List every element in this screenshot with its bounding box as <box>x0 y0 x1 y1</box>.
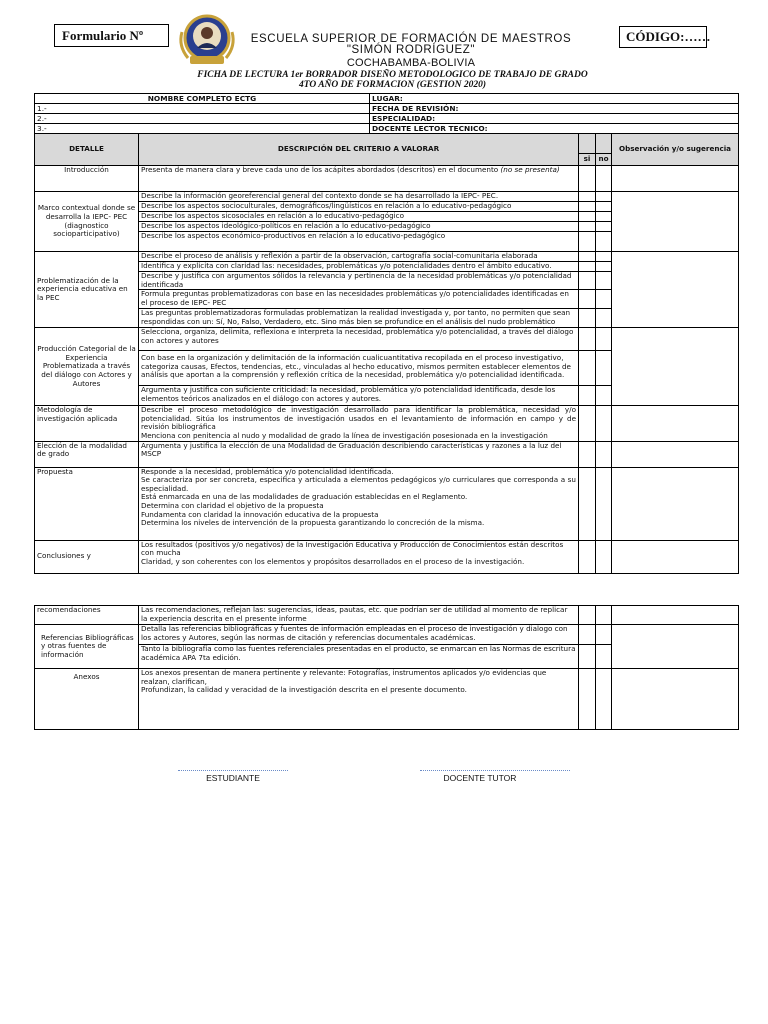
no-checkbox[interactable] <box>596 272 612 290</box>
yes-checkbox[interactable] <box>579 252 596 262</box>
no-checkbox[interactable] <box>596 386 612 406</box>
section-label-recommendations: recomendaciones <box>35 606 139 625</box>
tutor-signature-label: DOCENTE TUTOR <box>443 773 517 783</box>
no-checkbox[interactable] <box>596 222 612 232</box>
observation-cell[interactable] <box>612 192 739 252</box>
criterion-text: Con base en la organización y delimitación de la información cualicuantitativa recopilada en el proceso investigativo, categoriza causas, Efectos, tendencias, etc., vinculadas al hecho educativo, mismos permiten establecer elementos de análisis que aportan a la comprensión y reflexión crítica de la necesidad, problemática y/o potencialidad identificada. <box>139 351 579 386</box>
no-checkbox[interactable] <box>596 625 612 645</box>
code-box <box>619 26 711 48</box>
no-checkbox[interactable] <box>596 262 612 272</box>
observation-cell[interactable] <box>612 669 739 730</box>
criterion-text: Las recomendaciones, reflejan las: sugerencias, ideas, pautas, etc. que podrían ser de utilidad al momento de replicar la experiencia descrita en el presente informe <box>139 606 579 625</box>
observation-cell[interactable] <box>612 625 739 669</box>
criterion-text: Describe el proceso metodológico de investigación desarrollado para identificar la problemática, necesidad y/o potencialidad. Sitúa los instrumentos de investigación usados en el levantamiento de información en campo y de revisión bibliográfica Menciona con penitencia al nudo y modalidad de grado la línea de investigación posesionada en la investigación <box>139 406 579 441</box>
section-label-context: Marco contextual donde se desarrolla la IEPC- PEC (diagnostico socioparticipativo) <box>35 192 139 252</box>
criterion-text: Describe el proceso de análisis y reflexión a partir de la observación, cartografía social-comunitaria elaborada <box>139 252 579 262</box>
criterion-text: Selecciona, organiza, delimita, reflexiona e interpreta la necesidad, problemática y/o potencialidad, a través del diálogo con actores y autores <box>139 328 579 351</box>
criterion-text: Las preguntas problematizadoras formuladas problematizan la realidad investigada y, por tanto, no permiten que sean respondidas con un: Sí, No, Falso, Verdadero, etc. Sino más bien se profundice en el análisis del nudo problemático <box>139 309 579 328</box>
full-name-header: NOMBRE COMPLETO ECTG <box>35 94 370 104</box>
no-checkbox[interactable] <box>596 309 612 328</box>
observation-cell[interactable] <box>612 540 739 573</box>
yes-checkbox[interactable] <box>579 232 596 252</box>
criterion-text: Describe y justifica con argumentos sólidos la relevancia y pertinencia de la necesidad problemáticas y/o potencialidad identificada <box>139 272 579 290</box>
section-label-problematization: Problematización de la experiencia educativa en la PEC <box>35 252 139 328</box>
no-checkbox[interactable] <box>596 467 612 540</box>
yes-checkbox[interactable] <box>579 202 596 212</box>
section-label-modality: Elección de la modalidad de grado <box>35 441 139 467</box>
yes-checkbox[interactable] <box>579 328 596 351</box>
yes-checkbox[interactable] <box>579 625 596 645</box>
yes-column-header: si <box>579 154 596 166</box>
form-number-label: Formulario Nº <box>62 27 144 43</box>
observation-cell[interactable] <box>612 406 739 441</box>
criterion-text: Tanto la bibliografía como las fuentes referenciales presentadas en el producto, se enmarcan en las Normas de escritura académica APA 7ta edición. <box>139 645 579 669</box>
student-row-1[interactable]: 1.- <box>35 104 370 114</box>
observation-column-header: Observación y/o sugerencia <box>612 134 739 166</box>
detail-column-header: DETALLE <box>35 134 139 166</box>
code-label: CÓDIGO:…… <box>626 29 711 44</box>
criterion-text: Describe los aspectos económico-productivos en relación a lo educativo-pedagógico <box>139 232 579 252</box>
yes-checkbox[interactable] <box>579 212 596 222</box>
yes-checkbox[interactable] <box>579 540 596 573</box>
criterion-text: Identifica y explicita con claridad las: necesidades, problemáticas y/o potencialidades dentro el ámbito educativo. <box>139 262 579 272</box>
no-checkbox[interactable] <box>596 290 612 309</box>
criterion-text: Argumenta y justifica con suficiente criticidad: la necesidad, problemática y/o potencialidad identificada, desde los elementos teóricos analizados en el diálogo con actores y autores. <box>139 386 579 406</box>
no-checkbox[interactable] <box>596 202 612 212</box>
observation-cell[interactable] <box>612 441 739 467</box>
no-checkbox[interactable] <box>596 606 612 625</box>
no-column-header: no <box>596 154 612 166</box>
yes-checkbox[interactable] <box>579 386 596 406</box>
yes-checkbox[interactable] <box>579 222 596 232</box>
no-checkbox[interactable] <box>596 192 612 202</box>
yes-checkbox[interactable] <box>579 406 596 441</box>
tutor-signature-line[interactable] <box>420 770 570 771</box>
subtitle-line-1: FICHA DE LECTURA 1er BORRADOR DISEÑO METODOLOGICO DE TRABAJO DE GRADO <box>197 70 588 80</box>
section-label-methodology: Metodología de investigación aplicada <box>35 406 139 441</box>
yes-checkbox[interactable] <box>579 645 596 669</box>
evaluation-table-continued <box>34 605 739 730</box>
observation-cell[interactable] <box>612 166 739 192</box>
section-label-conclusions: Conclusiones y <box>35 540 139 573</box>
yes-checkbox[interactable] <box>579 606 596 625</box>
subtitle-line-2: 4TO AÑO DE FORMACION (GESTION 2020) <box>298 80 487 90</box>
student-row-2[interactable]: 2.- <box>35 114 370 124</box>
no-checkbox[interactable] <box>596 406 612 441</box>
place-field[interactable]: LUGAR: <box>370 94 739 104</box>
yes-checkbox[interactable] <box>579 166 596 192</box>
form-number-box <box>54 24 169 47</box>
no-checkbox[interactable] <box>596 166 612 192</box>
criterion-text: Describe los aspectos ideológico-políticos en relación a lo educativo-pedagógico <box>139 222 579 232</box>
observation-cell[interactable] <box>612 606 739 625</box>
no-checkbox[interactable] <box>596 645 612 669</box>
institution-name <box>226 33 596 69</box>
review-date-field[interactable]: FECHA DE REVISIÓN: <box>370 104 739 114</box>
technical-reader-field[interactable]: DOCENTE LECTOR TECNICO: <box>370 124 739 134</box>
criterion-text: Responde a la necesidad, problemática y/o potencialidad identificada. Se caracteriza por ser concreta, especifica y articulada a elementos pedagógicos y/o curriculares que corresponda a su especialidad. Está enmarcada en una de las modalidades de graduación establecidas en el Reglamento. Determina con claridad el objetivo de la propuesta Fundamenta con claridad la innovación educativa de la propuesta Determina los niveles de intervención de la propuesta garantizando lo concreción de la misma. <box>139 467 579 540</box>
criterion-text: Presenta de manera clara y breve cada uno de los acápites abordados (descritos) en el documento (no se presenta) <box>139 166 579 192</box>
section-label-references: Referencias Bibliográficas y otras fuentes de información <box>35 625 139 669</box>
section-label-categorial-production: Producción Categorial de la Experiencia Problematizada a través del diálogo con Actores y Autores <box>35 328 139 406</box>
criterion-text: Los anexos presentan de manera pertinente y relevante: Fotografías, instrumentos aplicados y/o evidencias que realzan, clarifican, Profundizan, la calidad y veracidad de la investigación descrita en el presente documento. <box>139 669 579 730</box>
no-checkbox[interactable] <box>596 232 612 252</box>
yes-checkbox[interactable] <box>579 441 596 467</box>
observation-cell[interactable] <box>612 467 739 540</box>
yes-checkbox[interactable] <box>579 262 596 272</box>
criterion-text: Detalla las referencias bibliográficas y fuentes de información empleadas en el proceso de investigación y dialogo con los actores y Autores, según las normas de citación y referencias documentales académicas. <box>139 625 579 645</box>
no-checkbox[interactable] <box>596 351 612 386</box>
no-checkbox[interactable] <box>596 328 612 351</box>
no-checkbox[interactable] <box>596 252 612 262</box>
no-checkbox[interactable] <box>596 212 612 222</box>
criterion-text: Argumenta y justifica la elección de una Modalidad de Graduación describiendo características y razones a la luz del MSCP <box>139 441 579 467</box>
no-checkbox[interactable] <box>596 540 612 573</box>
student-row-3[interactable]: 3.- <box>35 124 370 134</box>
yes-checkbox[interactable] <box>579 309 596 328</box>
criteria-column-header: DESCRIPCIÓN DEL CRITERIO A VALORAR <box>139 134 579 166</box>
section-label-introduction: Introducción <box>35 166 139 192</box>
yes-checkbox[interactable] <box>579 669 596 730</box>
yes-checkbox[interactable] <box>579 290 596 309</box>
yes-checkbox[interactable] <box>579 192 596 202</box>
institution-location: COCHABAMBA-BOLIVIA <box>346 57 476 69</box>
institution-line-1: ESCUELA SUPERIOR DE FORMACIÓN DE MAESTROS <box>250 33 572 45</box>
yes-checkbox[interactable] <box>579 272 596 290</box>
form-subtitle <box>150 70 635 90</box>
observation-cell[interactable] <box>612 328 739 406</box>
criterion-text: Los resultados (positivos y/o negativos) de la Investigación Educativa y Producción de Conocimientos están descritos con mucha Claridad, y son coherentes con los elementos y propósitos desarrollados en el proceso de la investigación. <box>139 540 579 573</box>
criterion-text: Describe los aspectos sicosociales en relación a lo educativo-pedagógico <box>139 212 579 222</box>
criterion-text: Describe la información georeferencial general del contexto donde se ha desarrollado la IEPC- PEC. <box>139 192 579 202</box>
no-checkbox[interactable] <box>596 441 612 467</box>
evaluation-table <box>34 133 739 574</box>
section-label-proposal: Propuesta <box>35 467 139 540</box>
yes-checkbox[interactable] <box>579 467 596 540</box>
section-label-annexes: Anexos <box>35 669 139 730</box>
criterion-text: Describe los aspectos socioculturales, demográficos/lingüísticos en relación a lo educativo-pedagógico <box>139 202 579 212</box>
no-checkbox[interactable] <box>596 669 612 730</box>
institution-line-2: "SIMÓN RODRÍGUEZ" <box>346 44 476 56</box>
student-info-table <box>34 93 739 134</box>
specialty-field[interactable]: ESPECIALIDAD: <box>370 114 739 124</box>
student-signature-label: ESTUDIANTE <box>206 773 260 783</box>
criterion-text: Formula preguntas problematizadoras con base en las necesidades problemáticas y/o potencialidades identificadas en el proceso de IEPC- PEC <box>139 290 579 309</box>
student-signature-line[interactable] <box>178 770 288 771</box>
yes-checkbox[interactable] <box>579 351 596 386</box>
observation-cell[interactable] <box>612 252 739 328</box>
